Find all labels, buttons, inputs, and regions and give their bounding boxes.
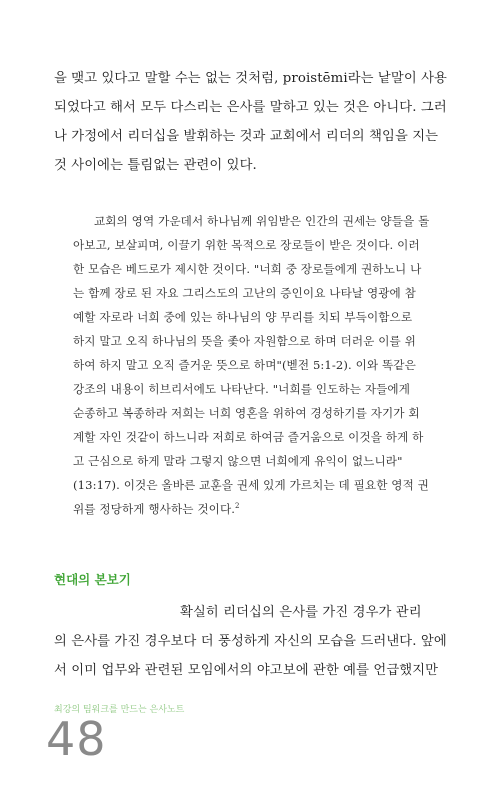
- page-number: 48: [46, 712, 107, 766]
- quote-line: 하여 하지 말고 오직 즐거운 뜻으로 하며"(벧전 5:1-2). 이와 똑같은: [73, 358, 416, 372]
- section-line: 확실히 리더십의 은사를 가진 경우가 관리: [180, 605, 422, 620]
- quote-line: 는 함께 장로 된 자요 그리스도의 고난의 증인이요 나타날 영광에 참: [73, 286, 416, 300]
- quote-line: 계할 자인 것같이 하느니라 저희로 하여금 즐거움으로 이것을 하게 하: [73, 430, 424, 444]
- running-footer-title: 최강의 팀워크를 만드는 은사노트: [54, 705, 185, 715]
- section-line: 의 은사를 가진 경우보다 더 풍성하게 자신의 모습을 드러낸다. 앞에: [54, 634, 447, 649]
- section-line: 서 이미 업무와 관련된 모임에서의 야고보에 관한 예를 언급했지만: [54, 663, 439, 678]
- footnote-marker: 2: [235, 502, 240, 511]
- quote-line: 강조의 내용이 히브리서에도 나타난다. "너희를 인도하는 자들에게: [73, 382, 411, 396]
- quote-line-text: 위를 정당하게 행사하는 것이다.: [73, 502, 236, 516]
- quote-line: 한 모습은 베드로가 제시한 것이다. "너희 중 장로들에게 권하노니 나: [73, 262, 422, 276]
- quote-line: (13:17). 이것은 올바른 교훈을 권세 있게 가르치는 데 필요한 영적 권: [73, 478, 429, 492]
- quote-line: 교회의 영역 가운데서 하나님께 위임받은 인간의 권세는 양들을 돌: [94, 214, 430, 228]
- quote-line: 순종하고 복종하라 저희는 너희 영혼을 위하여 경성하기를 자기가 회: [73, 406, 420, 420]
- quote-line: 고 근심으로 하게 말라 그렇지 않으면 너희에게 유익이 없느니라": [73, 454, 403, 468]
- quote-line: 예할 자로라 너희 중에 있는 하나님의 양 무리를 치되 부득이함으로: [73, 310, 413, 324]
- section-heading: 현대의 본보기: [54, 572, 131, 587]
- paragraph-line: 나 가정에서 리더십을 발휘하는 것과 교회에서 리더의 책임을 지는: [54, 129, 439, 144]
- quote-line-last: [73, 501, 240, 517]
- quote-line: 하지 말고 오직 하나님의 뜻을 좇아 자원함으로 하며 더러운 이를 위: [73, 334, 416, 348]
- quote-line: 아보고, 보살피며, 이끌기 위한 목적으로 장로들이 받은 것이다. 이러: [73, 238, 420, 252]
- paragraph-line: 되었다고 해서 모두 다스리는 은사를 말하고 있는 것은 아니다. 그러: [54, 100, 447, 115]
- paragraph-line: 것 사이에는 틀림없는 관련이 있다.: [54, 158, 257, 173]
- paragraph-line: 을 맺고 있다고 말할 수는 없는 것처럼, proistēmi라는 낱말이 사용: [54, 71, 447, 86]
